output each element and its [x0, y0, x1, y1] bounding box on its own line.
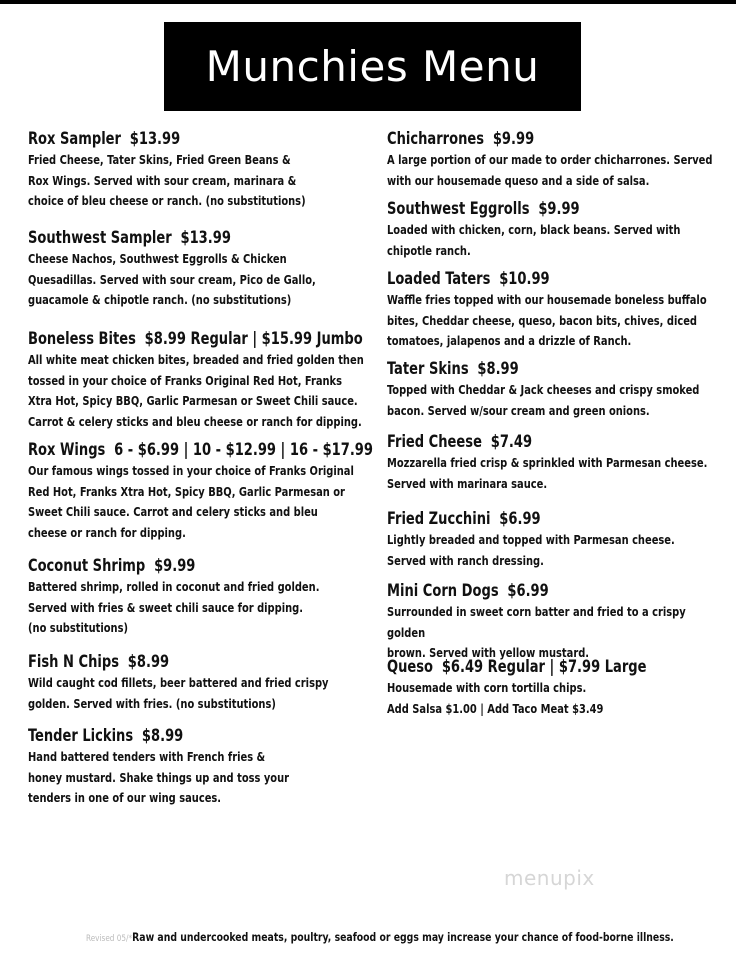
menu-item [28, 227, 368, 311]
menu-item [387, 268, 727, 352]
menu-item [28, 328, 368, 432]
item-description: Housemade with corn tortilla chips. Add Salsa $1.00 | Add Taco Meat $3.49 [387, 680, 604, 716]
item-name: Southwest Eggrolls [387, 199, 530, 218]
revision-note: Revised 05/* [86, 934, 133, 944]
item-description: Hand battered tenders with French fries & honey mustard. Shake things up and toss your tenders in one of our wing sauces. [28, 749, 290, 805]
item-price: $6.99 [499, 509, 541, 528]
menu-item [28, 725, 368, 809]
item-price: $6.99 [507, 581, 549, 600]
item-name: Rox Wings [28, 440, 106, 459]
item-name: Fish N Chips [28, 652, 119, 671]
item-description: Wild caught cod fillets, beer battered and fried crispy golden. Served with fries. (no substitutions) [28, 675, 329, 711]
item-description: A large portion of our made to order chicharrones. Served with our housemade queso and a side of salsa. [387, 152, 713, 188]
item-description: Mozzarella fried crisp & sprinkled with Parmesan cheese. Served with marinara sauce. [387, 455, 708, 491]
item-name: Tater Skins [387, 359, 469, 378]
item-description: Topped with Cheddar & Jack cheeses and crispy smoked bacon. Served w/sour cream and green onions. [387, 382, 700, 418]
menu-item [387, 580, 727, 664]
item-description: Loaded with chicken, corn, black beans. Served with chipotle ranch. [387, 222, 681, 258]
item-description: Cheese Nachos, Southwest Eggrolls & Chicken Quesadillas. Served with sour cream, Pico de Gallo, guacamole & chipotle ranch. (no substitutions) [28, 251, 316, 307]
item-price: $8.99 Regular | $15.99 Jumbo [144, 329, 363, 348]
item-description: Surrounded in sweet corn batter and fried to a crispy golden brown. Served with yellow mustard. [387, 604, 686, 660]
item-price: $13.99 [180, 228, 231, 247]
item-name: Fried Zucchini [387, 509, 491, 528]
item-price: $9.99 [538, 199, 580, 218]
item-description: All white meat chicken bites, breaded and fried golden then tossed in your choice of Franks Original Red Hot, Franks Xtra Hot, Spicy BBQ, Garlic Parmesan or Sweet Chili sauce. Carrot & celery sticks and bleu cheese or ranch for dipping. [28, 352, 364, 429]
menu-item [28, 651, 368, 714]
item-description: Lightly breaded and topped with Parmesan cheese. Served with ranch dressing. [387, 532, 675, 568]
item-price: $8.99 [141, 726, 184, 745]
menu-item [387, 508, 727, 571]
item-description: Fried Cheese, Tater Skins, Fried Green Beans & Rox Wings. Served with sour cream, marinara & choice of bleu cheese or ranch. (no substitutions) [28, 152, 306, 208]
item-price: $9.99 [492, 129, 535, 148]
item-price: $10.99 [499, 269, 550, 288]
title-banner [164, 22, 581, 111]
item-price: $13.99 [129, 129, 181, 148]
item-name: Queso [387, 657, 434, 676]
top-border [0, 0, 736, 4]
item-price: $6.49 Regular | $7.99 Large [441, 657, 647, 676]
menu-item [28, 439, 373, 543]
item-price: $7.49 [490, 432, 533, 451]
menupix-watermark: menupix [504, 866, 595, 890]
item-name: Fried Cheese [387, 432, 482, 451]
menu-item [387, 431, 727, 494]
menu-item [387, 128, 727, 191]
item-name: Loaded Taters [387, 269, 491, 288]
item-name: Boneless Bites [28, 329, 136, 348]
item-name: Rox Sampler [28, 129, 121, 148]
item-name: Coconut Shrimp [28, 556, 146, 575]
item-description: Waffle fries topped with our housemade boneless buffalo bites, Cheddar cheese, queso, bacon bits, chives, diced tomatoes, jalapenos and a drizzle of Ranch. [387, 292, 707, 348]
item-price: $8.99 [127, 652, 170, 671]
item-description: Our famous wings tossed in your choice of Franks Original Red Hot, Franks Xtra Hot, Spicy BBQ, Garlic Parmesan or Sweet Chili sauce. Carrot and celery sticks and bleu cheese or ranch for dipping. [28, 463, 354, 540]
item-name: Mini Corn Dogs [387, 581, 499, 600]
item-name: Chicharrones [387, 129, 485, 148]
item-price: $8.99 [477, 359, 519, 378]
item-name: Southwest Sampler [28, 228, 172, 247]
food-safety-notice [86, 930, 674, 944]
menu-item [28, 128, 368, 212]
menu-item [387, 358, 727, 421]
notice-text: Raw and undercooked meats, poultry, seafood or eggs may increase your chance of food-borne illness. [132, 930, 674, 944]
menu-title: Munchies Menu [205, 42, 540, 91]
item-name: Tender Lickins [28, 726, 134, 745]
menu-item [28, 555, 368, 639]
menu-item [387, 198, 727, 261]
menu-item [387, 656, 727, 719]
item-price: 6 - $6.99 | 10 - $12.99 | 16 - $17.99 [114, 440, 373, 459]
item-description: Battered shrimp, rolled in coconut and fried golden. Served with fries & sweet chili sauce for dipping. (no substitutions) [28, 579, 320, 635]
item-price: $9.99 [154, 556, 196, 575]
